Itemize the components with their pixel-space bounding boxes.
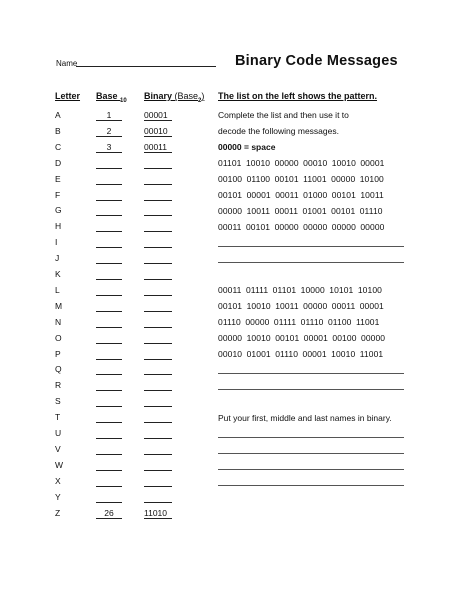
row-letter: I — [55, 237, 58, 247]
base10-field[interactable] — [96, 460, 122, 471]
binary-field[interactable] — [144, 333, 172, 344]
binary-field[interactable] — [144, 269, 172, 280]
row-letter: P — [55, 349, 61, 359]
base10-field[interactable] — [96, 190, 122, 201]
binary-field[interactable] — [144, 253, 172, 264]
row-letter: D — [55, 158, 62, 168]
binary-field[interactable] — [144, 301, 172, 312]
page-title: Binary Code Messages — [235, 53, 398, 69]
row-letter: U — [55, 428, 62, 438]
row-letter: B — [55, 126, 61, 136]
binary-field[interactable] — [144, 285, 172, 296]
row-letter: A — [55, 110, 61, 120]
binary-field[interactable] — [144, 237, 172, 248]
row-letter: Q — [55, 364, 62, 374]
row-letter: V — [55, 444, 61, 454]
base10-field[interactable] — [96, 444, 122, 455]
code-line: 00100 01100 00101 11001 00000 10100 — [218, 174, 384, 184]
answer-line[interactable] — [218, 373, 404, 374]
base10-field[interactable]: 26 — [96, 508, 122, 519]
code-line: 00101 10010 10011 00000 00011 00001 — [218, 301, 384, 311]
base10-field[interactable]: 3 — [96, 142, 122, 153]
base10-field[interactable] — [96, 396, 122, 407]
code-line: 01110 00000 01111 01110 01100 11001 — [218, 317, 380, 327]
code-line: 00000 10011 00011 01001 00101 01110 — [218, 206, 383, 216]
base10-field[interactable] — [96, 221, 122, 232]
binary-field[interactable] — [144, 476, 172, 487]
binary-field[interactable] — [144, 174, 172, 185]
base10-field[interactable] — [96, 349, 122, 360]
row-letter: J — [55, 253, 60, 263]
answer-line[interactable] — [218, 437, 404, 438]
base10-field[interactable] — [96, 205, 122, 216]
binary-field[interactable] — [144, 380, 172, 391]
binary-field[interactable] — [144, 364, 172, 375]
code-line: 00000 10010 00101 00001 00100 00000 — [218, 333, 386, 343]
row-letter: F — [55, 190, 61, 200]
instructions-line-1: Complete the list and then use it to — [218, 110, 349, 120]
code-line: 00011 00101 00000 00000 00000 00000 — [218, 222, 385, 232]
column-header-binary: Binary (Base$_2$) — [144, 91, 205, 104]
row-letter: W — [55, 460, 64, 470]
row-letter: L — [55, 285, 60, 295]
base10-field[interactable]: 2 — [96, 126, 122, 137]
row-letter: Y — [55, 492, 61, 502]
row-letter: E — [55, 174, 61, 184]
column-header-letter: Letter — [55, 91, 81, 101]
row-letter: C — [55, 142, 62, 152]
base10-field[interactable] — [96, 412, 122, 423]
instructions-heading: The list on the left shows the pattern. — [218, 91, 378, 101]
binary-field[interactable] — [144, 221, 172, 232]
column-header-base10: Base $_{10}$ — [96, 91, 127, 104]
row-letter: Z — [55, 508, 61, 518]
answer-line[interactable] — [218, 262, 404, 263]
base10-field[interactable] — [96, 317, 122, 328]
answer-line[interactable] — [218, 246, 404, 247]
names-prompt: Put your first, middle and last names in binary. — [218, 413, 392, 423]
base10-field[interactable] — [96, 301, 122, 312]
binary-field[interactable] — [144, 396, 172, 407]
answer-line[interactable] — [218, 469, 404, 470]
base10-field[interactable] — [96, 380, 122, 391]
row-letter: H — [55, 221, 62, 231]
binary-field[interactable]: 00010 — [144, 126, 172, 137]
answer-line[interactable] — [218, 485, 404, 486]
base10-field[interactable] — [96, 492, 122, 503]
row-letter: M — [55, 301, 63, 311]
base10-field[interactable] — [96, 364, 122, 375]
base10-field[interactable] — [96, 333, 122, 344]
row-letter: T — [55, 412, 61, 422]
binary-field[interactable] — [144, 428, 172, 439]
code-line: 00010 01001 01110 00001 10010 11001 — [218, 349, 384, 359]
binary-field[interactable] — [144, 492, 172, 503]
binary-field[interactable] — [144, 444, 172, 455]
binary-field[interactable] — [144, 205, 172, 216]
binary-field[interactable] — [144, 460, 172, 471]
base10-field[interactable] — [96, 174, 122, 185]
binary-field[interactable]: 00001 — [144, 110, 172, 121]
code-line: 00011 01111 01101 10000 10101 10100 — [218, 285, 382, 295]
row-letter: O — [55, 333, 62, 343]
instructions-line-2: decode the following messages. — [218, 126, 339, 136]
binary-field[interactable] — [144, 158, 172, 169]
row-letter: G — [55, 205, 62, 215]
row-letter: S — [55, 396, 61, 406]
base10-field[interactable] — [96, 476, 122, 487]
answer-line[interactable] — [218, 389, 404, 390]
row-letter: R — [55, 380, 62, 390]
row-letter: N — [55, 317, 62, 327]
base10-field[interactable] — [96, 269, 122, 280]
row-letter: X — [55, 476, 61, 486]
binary-field[interactable] — [144, 190, 172, 201]
code-line: 00101 00001 00011 01000 00101 10011 — [218, 190, 384, 200]
base10-field[interactable]: 1 — [96, 110, 122, 121]
base10-field[interactable] — [96, 158, 122, 169]
code-line: 01101 10010 00000 00010 10010 00001 — [218, 158, 385, 168]
base10-field[interactable] — [96, 285, 122, 296]
binary-field[interactable]: 00011 — [144, 142, 172, 153]
base10-field[interactable] — [96, 237, 122, 248]
binary-field[interactable] — [144, 349, 172, 360]
answer-line[interactable] — [218, 453, 404, 454]
base10-field[interactable] — [96, 253, 122, 264]
binary-field[interactable] — [144, 317, 172, 328]
name-label: Name — [56, 59, 78, 68]
binary-field[interactable] — [144, 412, 172, 423]
space-note: 00000 = space — [218, 142, 276, 152]
row-letter: K — [55, 269, 61, 279]
name-blank-line[interactable] — [76, 66, 216, 67]
base10-field[interactable] — [96, 428, 122, 439]
binary-field[interactable]: 11010 — [144, 508, 172, 519]
